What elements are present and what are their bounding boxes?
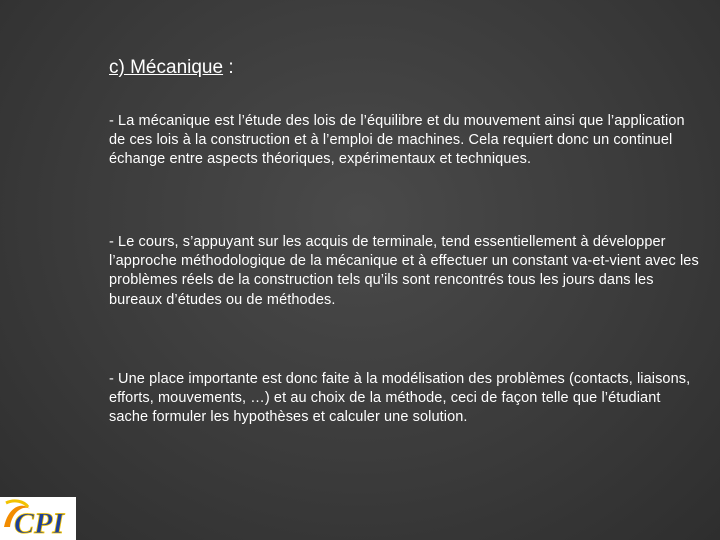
section-heading-title: c) Mécanique xyxy=(109,57,224,78)
paragraph-modeling: - Une place importante est donc faite à la modélisation des problèmes (contacts, liaisons, efforts, mouvements, …) et au choix de la méthode, ceci de façon telle que l’étudiant sache formuler les hypothèses et calculer une solution. xyxy=(109,371,691,426)
logo-text: CPI xyxy=(14,507,65,540)
paragraph-definition: - La mécanique est l’étude des lois de l’équilibre et du mouvement ainsi que l’application de ces lois à la construction et à l’emploi de machines. Cela requiert donc un continuel échange entre aspects théoriques, expérimentaux et techniques. xyxy=(109,113,685,168)
section-heading xyxy=(109,56,234,80)
cpi-logo xyxy=(0,497,76,540)
paragraph-course: - Le cours, s’appuyant sur les acquis de terminale, tend essentiellement à développer l’approche méthodologique de la mécanique et à effectuer un constant va-et-vient avec les problèmes réels de la construction tels qu’ils sont rencontrés tous les jours dans les bureaux d’études ou de méthodes. xyxy=(109,234,699,308)
section-heading-colon: : xyxy=(223,57,234,78)
